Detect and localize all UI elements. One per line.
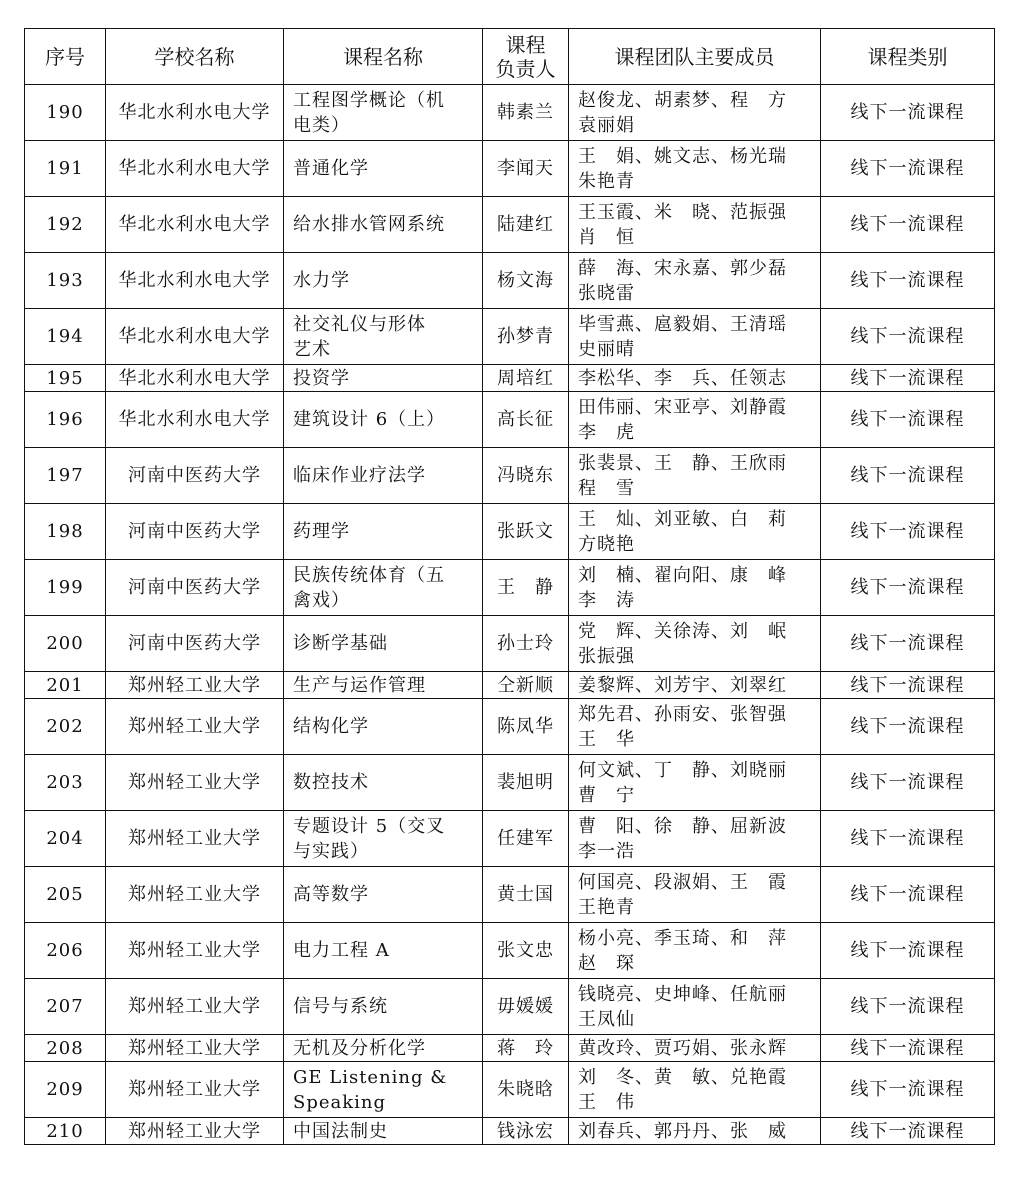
- cell-course-leader-text: 裴旭明: [497, 772, 554, 793]
- cell-course-category-text: 线下一流课程: [850, 1037, 965, 1059]
- cell-course-name-text: 高等数学: [293, 884, 369, 905]
- cell-team-members: [569, 1035, 821, 1062]
- cell-course-name-text: 普通化学: [293, 158, 369, 179]
- cell-course-leader-text: 任建军: [497, 828, 554, 849]
- cell-school-name-text: 河南中医药大学: [128, 577, 261, 598]
- cell-course-name-text: 生产与运作管理: [293, 674, 426, 696]
- cell-team-members: [569, 811, 821, 867]
- cell-team-members-text: 刘 楠、翟向阳、康 峰 李 涛: [578, 564, 787, 611]
- cell-course-category: [821, 197, 995, 253]
- cell-team-members-text: 毕雪燕、扈毅娟、王清瑶 史丽晴: [578, 313, 787, 360]
- cell-school-name-text: 郑州轻工业大学: [128, 996, 261, 1017]
- cell-serial-number-text: 190: [46, 102, 84, 123]
- cell-course-name: [284, 1118, 483, 1145]
- cell-school-name-text: 河南中医药大学: [128, 465, 261, 486]
- cell-course-leader-text: 蒋 玲: [497, 1037, 554, 1059]
- cell-serial-number-text: 192: [46, 214, 84, 235]
- cell-school-name-text: 郑州轻工业大学: [128, 1079, 261, 1100]
- cell-course-leader: [483, 392, 569, 448]
- header-serial-number: 序号: [25, 29, 106, 85]
- cell-course-leader: [483, 365, 569, 392]
- cell-course-name-text: 诊断学基础: [293, 633, 388, 654]
- cell-course-category: [821, 365, 995, 392]
- cell-course-name-text: 社交礼仪与形体 艺术: [293, 313, 426, 360]
- table-row: [25, 923, 995, 979]
- cell-course-category-text: 线下一流课程: [850, 465, 965, 486]
- cell-school-name: [106, 504, 284, 560]
- table-row: [25, 867, 995, 923]
- table-row: [25, 309, 995, 365]
- cell-team-members-text: 王 娟、姚文志、杨光瑞 朱艳青: [578, 145, 787, 192]
- cell-school-name: [106, 616, 284, 672]
- cell-serial-number: [25, 923, 106, 979]
- cell-course-name-text: 数控技术: [293, 772, 369, 793]
- cell-team-members-text: 李松华、李 兵、任领志: [578, 367, 787, 389]
- cell-course-leader-text: 孙梦青: [497, 326, 554, 347]
- cell-serial-number: [25, 392, 106, 448]
- cell-serial-number: [25, 979, 106, 1035]
- header-school-name: 学校名称: [106, 29, 284, 85]
- cell-course-name: [284, 672, 483, 699]
- cell-serial-number-text: 195: [46, 367, 84, 389]
- course-list-document: [24, 28, 995, 1145]
- cell-team-members: [569, 1062, 821, 1118]
- table-row: [25, 365, 995, 392]
- cell-course-leader: [483, 755, 569, 811]
- cell-course-category-text: 线下一流课程: [850, 409, 965, 430]
- cell-course-category: [821, 253, 995, 309]
- cell-course-leader: [483, 141, 569, 197]
- table-row: [25, 1118, 995, 1145]
- cell-team-members-text: 钱晓亮、史坤峰、任航丽 王凤仙: [578, 983, 787, 1030]
- cell-course-leader-text: 孙士玲: [497, 633, 554, 654]
- cell-course-leader-text: 陈凤华: [497, 716, 554, 737]
- cell-team-members: [569, 867, 821, 923]
- cell-school-name-text: 郑州轻工业大学: [128, 884, 261, 905]
- cell-school-name-text: 华北水利水电大学: [118, 367, 271, 389]
- cell-school-name: [106, 867, 284, 923]
- header-team-members: 课程团队主要成员: [569, 29, 821, 85]
- table-row: [25, 197, 995, 253]
- table-row: [25, 1062, 995, 1118]
- cell-school-name: [106, 755, 284, 811]
- cell-serial-number-text: 196: [46, 409, 84, 430]
- cell-school-name-text: 郑州轻工业大学: [128, 828, 261, 849]
- header-row: [25, 29, 995, 85]
- cell-course-name: [284, 392, 483, 448]
- cell-course-leader-text: 毋媛媛: [497, 996, 554, 1017]
- cell-serial-number: [25, 448, 106, 504]
- cell-course-category-text: 线下一流课程: [850, 674, 965, 696]
- header-course-name: 课程名称: [284, 29, 483, 85]
- cell-school-name-text: 华北水利水电大学: [118, 158, 271, 179]
- cell-course-leader-text: 王 静: [497, 577, 554, 598]
- cell-serial-number-text: 207: [46, 996, 84, 1017]
- cell-course-name: [284, 755, 483, 811]
- table-row: [25, 811, 995, 867]
- cell-team-members: [569, 755, 821, 811]
- cell-course-name: [284, 699, 483, 755]
- cell-school-name: [106, 392, 284, 448]
- cell-course-name: [284, 448, 483, 504]
- cell-course-name: [284, 560, 483, 616]
- cell-course-leader-text: 周培红: [497, 367, 554, 389]
- cell-course-leader: [483, 85, 569, 141]
- cell-team-members: [569, 699, 821, 755]
- cell-course-category-text: 线下一流课程: [850, 577, 965, 598]
- table-row: [25, 504, 995, 560]
- cell-team-members-text: 张裴景、王 静、王欣雨 程 雪: [578, 452, 787, 499]
- table-row: [25, 616, 995, 672]
- cell-course-leader-text: 高长征: [497, 409, 554, 430]
- cell-course-name: [284, 923, 483, 979]
- cell-course-leader: [483, 1035, 569, 1062]
- table-row: [25, 392, 995, 448]
- cell-team-members-text: 党 辉、关徐涛、刘 岷 张振强: [578, 620, 787, 667]
- cell-course-leader: [483, 309, 569, 365]
- cell-course-leader-text: 张跃文: [497, 521, 554, 542]
- cell-course-category: [821, 979, 995, 1035]
- cell-team-members: [569, 923, 821, 979]
- cell-course-category: [821, 560, 995, 616]
- cell-course-category: [821, 141, 995, 197]
- cell-course-name: [284, 811, 483, 867]
- cell-serial-number-text: 193: [46, 270, 84, 291]
- cell-course-leader-text: 仝新顺: [497, 674, 554, 696]
- cell-team-members: [569, 560, 821, 616]
- cell-course-category: [821, 85, 995, 141]
- cell-course-name-text: 无机及分析化学: [293, 1037, 426, 1059]
- cell-course-leader-text: 冯晓东: [497, 465, 554, 486]
- cell-course-name: [284, 85, 483, 141]
- table-row: [25, 699, 995, 755]
- cell-serial-number: [25, 560, 106, 616]
- cell-team-members-text: 何国亮、段淑娟、王 霞 王艳青: [578, 871, 787, 918]
- course-table: [24, 28, 995, 1145]
- cell-school-name-text: 华北水利水电大学: [118, 102, 271, 123]
- cell-serial-number-text: 203: [46, 772, 84, 793]
- cell-course-name-text: 专题设计 5（交叉 与实践）: [293, 815, 446, 862]
- cell-course-category: [821, 448, 995, 504]
- cell-course-name: [284, 253, 483, 309]
- cell-course-name-text: 临床作业疗法学: [293, 465, 426, 486]
- cell-serial-number: [25, 755, 106, 811]
- cell-team-members-text: 黄改玲、贾巧娟、张永辉: [578, 1037, 787, 1059]
- cell-serial-number-text: 201: [46, 674, 84, 696]
- cell-school-name: [106, 365, 284, 392]
- cell-course-leader: [483, 504, 569, 560]
- cell-serial-number: [25, 1035, 106, 1062]
- cell-school-name-text: 河南中医药大学: [128, 521, 261, 542]
- table-row: [25, 979, 995, 1035]
- cell-course-category-text: 线下一流课程: [850, 772, 965, 793]
- cell-serial-number-text: 200: [46, 633, 84, 654]
- cell-team-members-text: 曹 阳、徐 静、屈新波 李一浩: [578, 815, 787, 862]
- header-course-category: 课程类别: [821, 29, 995, 85]
- cell-course-name-text: 药理学: [293, 521, 350, 542]
- cell-course-category-text: 线下一流课程: [850, 884, 965, 905]
- cell-course-name: [284, 365, 483, 392]
- cell-school-name-text: 华北水利水电大学: [118, 409, 271, 430]
- cell-course-category: [821, 616, 995, 672]
- cell-course-leader-text: 李闻天: [497, 158, 554, 179]
- cell-course-category: [821, 504, 995, 560]
- cell-team-members: [569, 979, 821, 1035]
- cell-school-name-text: 华北水利水电大学: [118, 270, 271, 291]
- cell-school-name: [106, 1035, 284, 1062]
- cell-school-name: [106, 699, 284, 755]
- cell-course-leader: [483, 867, 569, 923]
- cell-course-category-text: 线下一流课程: [850, 1079, 965, 1100]
- cell-course-name-text: 民族传统体育（五 禽戏）: [293, 564, 445, 611]
- cell-school-name: [106, 979, 284, 1035]
- table-row: [25, 141, 995, 197]
- table-row: [25, 85, 995, 141]
- cell-course-leader: [483, 1118, 569, 1145]
- cell-school-name: [106, 811, 284, 867]
- cell-serial-number: [25, 365, 106, 392]
- cell-course-leader: [483, 197, 569, 253]
- cell-team-members-text: 薛 海、宋永嘉、郭少磊 张晓雷: [578, 257, 787, 304]
- cell-serial-number-text: 210: [46, 1120, 84, 1142]
- cell-team-members-text: 何文斌、丁 静、刘晓丽 曹 宁: [578, 759, 787, 806]
- cell-school-name: [106, 1062, 284, 1118]
- cell-serial-number: [25, 699, 106, 755]
- cell-school-name: [106, 448, 284, 504]
- cell-course-leader-text: 朱晓晗: [497, 1079, 554, 1100]
- cell-school-name: [106, 253, 284, 309]
- cell-serial-number-text: 194: [46, 326, 84, 347]
- cell-school-name: [106, 141, 284, 197]
- cell-course-leader-text: 杨文海: [497, 270, 554, 291]
- cell-course-leader: [483, 979, 569, 1035]
- table-body: [25, 85, 995, 1145]
- cell-serial-number: [25, 867, 106, 923]
- cell-school-name: [106, 923, 284, 979]
- cell-serial-number-text: 206: [46, 940, 84, 961]
- cell-course-leader: [483, 448, 569, 504]
- cell-team-members-text: 刘 冬、黄 敏、兑艳霞 王 伟: [578, 1066, 787, 1113]
- cell-course-category: [821, 1035, 995, 1062]
- cell-course-leader: [483, 923, 569, 979]
- cell-course-name: [284, 979, 483, 1035]
- cell-course-leader: [483, 1062, 569, 1118]
- cell-course-leader-text: 陆建红: [497, 214, 554, 235]
- cell-serial-number: [25, 197, 106, 253]
- cell-team-members: [569, 141, 821, 197]
- cell-course-name-text: 工程图学概论（机 电类）: [293, 89, 445, 136]
- cell-course-category-text: 线下一流课程: [850, 521, 965, 542]
- cell-course-category-text: 线下一流课程: [850, 367, 965, 389]
- cell-team-members-text: 赵俊龙、胡素梦、程 方 袁丽娟: [578, 89, 787, 136]
- cell-course-category: [821, 1118, 995, 1145]
- cell-course-leader-text: 钱泳宏: [497, 1120, 554, 1142]
- cell-team-members: [569, 672, 821, 699]
- cell-serial-number-text: 197: [46, 465, 84, 486]
- cell-course-category-text: 线下一流课程: [850, 828, 965, 849]
- cell-school-name-text: 郑州轻工业大学: [128, 1037, 261, 1059]
- cell-serial-number: [25, 253, 106, 309]
- cell-serial-number-text: 199: [46, 577, 84, 598]
- cell-serial-number: [25, 672, 106, 699]
- cell-course-category-text: 线下一流课程: [850, 940, 965, 961]
- cell-course-name: [284, 504, 483, 560]
- cell-course-category-text: 线下一流课程: [850, 326, 965, 347]
- cell-team-members-text: 王玉霞、米 晓、范振强 肖 恒: [578, 201, 787, 248]
- cell-school-name: [106, 197, 284, 253]
- cell-serial-number: [25, 141, 106, 197]
- cell-school-name: [106, 672, 284, 699]
- cell-serial-number: [25, 1118, 106, 1145]
- cell-team-members: [569, 392, 821, 448]
- cell-course-leader: [483, 699, 569, 755]
- cell-team-members: [569, 253, 821, 309]
- cell-course-leader: [483, 672, 569, 699]
- cell-course-category-text: 线下一流课程: [850, 158, 965, 179]
- cell-course-name-text: 建筑设计 6（上）: [293, 409, 446, 430]
- cell-team-members: [569, 504, 821, 560]
- cell-serial-number-text: 204: [46, 828, 84, 849]
- cell-course-name: [284, 1062, 483, 1118]
- cell-course-name-text: GE Listening & Speaking: [293, 1066, 448, 1113]
- cell-course-category: [821, 672, 995, 699]
- cell-team-members: [569, 85, 821, 141]
- cell-course-name-text: 结构化学: [293, 716, 369, 737]
- table-header: [25, 29, 995, 85]
- cell-serial-number-text: 209: [46, 1079, 84, 1100]
- header-course-leader: 课程 负责人: [483, 29, 569, 85]
- cell-course-category-text: 线下一流课程: [850, 102, 965, 123]
- cell-course-leader-text: 韩素兰: [497, 102, 554, 123]
- cell-serial-number: [25, 1062, 106, 1118]
- cell-school-name: [106, 85, 284, 141]
- cell-team-members: [569, 365, 821, 392]
- cell-school-name-text: 郑州轻工业大学: [128, 772, 261, 793]
- cell-course-category-text: 线下一流课程: [850, 633, 965, 654]
- cell-course-name: [284, 1035, 483, 1062]
- cell-course-category: [821, 392, 995, 448]
- cell-course-name-text: 信号与系统: [293, 996, 388, 1017]
- cell-course-leader-text: 黄士国: [497, 884, 554, 905]
- table-row: [25, 560, 995, 616]
- cell-school-name-text: 郑州轻工业大学: [128, 1120, 261, 1142]
- cell-course-name-text: 投资学: [293, 367, 350, 389]
- cell-serial-number-text: 208: [46, 1037, 84, 1059]
- cell-course-category: [821, 309, 995, 365]
- table-row: [25, 755, 995, 811]
- cell-course-name-text: 水力学: [293, 270, 350, 291]
- cell-serial-number-text: 202: [46, 716, 84, 737]
- cell-team-members-text: 田伟丽、宋亚亭、刘静霞 李 虎: [578, 396, 787, 443]
- table-row: [25, 448, 995, 504]
- cell-serial-number-text: 191: [46, 158, 84, 179]
- cell-course-name-text: 给水排水管网系统: [293, 214, 445, 235]
- cell-school-name: [106, 560, 284, 616]
- cell-team-members-text: 刘春兵、郭丹丹、张 威: [578, 1120, 787, 1142]
- cell-course-category-text: 线下一流课程: [850, 996, 965, 1017]
- cell-school-name-text: 华北水利水电大学: [118, 326, 271, 347]
- cell-course-leader-text: 张文忠: [497, 940, 554, 961]
- cell-school-name-text: 河南中医药大学: [128, 633, 261, 654]
- cell-school-name: [106, 309, 284, 365]
- cell-team-members: [569, 448, 821, 504]
- cell-course-leader: [483, 616, 569, 672]
- cell-course-name: [284, 197, 483, 253]
- cell-serial-number: [25, 85, 106, 141]
- table-row: [25, 1035, 995, 1062]
- cell-school-name-text: 郑州轻工业大学: [128, 716, 261, 737]
- cell-school-name-text: 华北水利水电大学: [118, 214, 271, 235]
- cell-team-members: [569, 309, 821, 365]
- cell-school-name-text: 郑州轻工业大学: [128, 674, 261, 696]
- cell-serial-number: [25, 811, 106, 867]
- cell-course-category-text: 线下一流课程: [850, 1120, 965, 1142]
- cell-course-leader: [483, 560, 569, 616]
- cell-serial-number-text: 205: [46, 884, 84, 905]
- cell-course-category-text: 线下一流课程: [850, 716, 965, 737]
- cell-course-name: [284, 867, 483, 923]
- cell-course-category: [821, 923, 995, 979]
- cell-team-members: [569, 616, 821, 672]
- cell-school-name-text: 郑州轻工业大学: [128, 940, 261, 961]
- cell-course-name-text: 电力工程 A: [293, 940, 390, 961]
- cell-course-category-text: 线下一流课程: [850, 214, 965, 235]
- cell-course-category-text: 线下一流课程: [850, 270, 965, 291]
- table-row: [25, 253, 995, 309]
- cell-team-members: [569, 1118, 821, 1145]
- cell-course-name: [284, 141, 483, 197]
- cell-course-category: [821, 755, 995, 811]
- cell-team-members-text: 王 灿、刘亚敏、白 莉 方晓艳: [578, 508, 787, 555]
- cell-serial-number: [25, 616, 106, 672]
- cell-course-category: [821, 811, 995, 867]
- cell-course-name: [284, 309, 483, 365]
- cell-team-members-text: 杨小亮、季玉琦、和 萍 赵 琛: [578, 927, 787, 974]
- cell-course-category: [821, 867, 995, 923]
- cell-team-members-text: 郑先君、孙雨安、张智强 王 华: [578, 703, 787, 750]
- cell-course-name-text: 中国法制史: [293, 1120, 388, 1142]
- cell-course-category: [821, 699, 995, 755]
- cell-course-leader: [483, 253, 569, 309]
- cell-team-members-text: 姜黎辉、刘芳宇、刘翠红: [578, 674, 787, 696]
- cell-school-name: [106, 1118, 284, 1145]
- cell-serial-number: [25, 309, 106, 365]
- cell-serial-number: [25, 504, 106, 560]
- cell-course-leader: [483, 811, 569, 867]
- cell-serial-number-text: 198: [46, 521, 84, 542]
- cell-course-name: [284, 616, 483, 672]
- cell-team-members: [569, 197, 821, 253]
- cell-course-category: [821, 1062, 995, 1118]
- table-row: [25, 672, 995, 699]
